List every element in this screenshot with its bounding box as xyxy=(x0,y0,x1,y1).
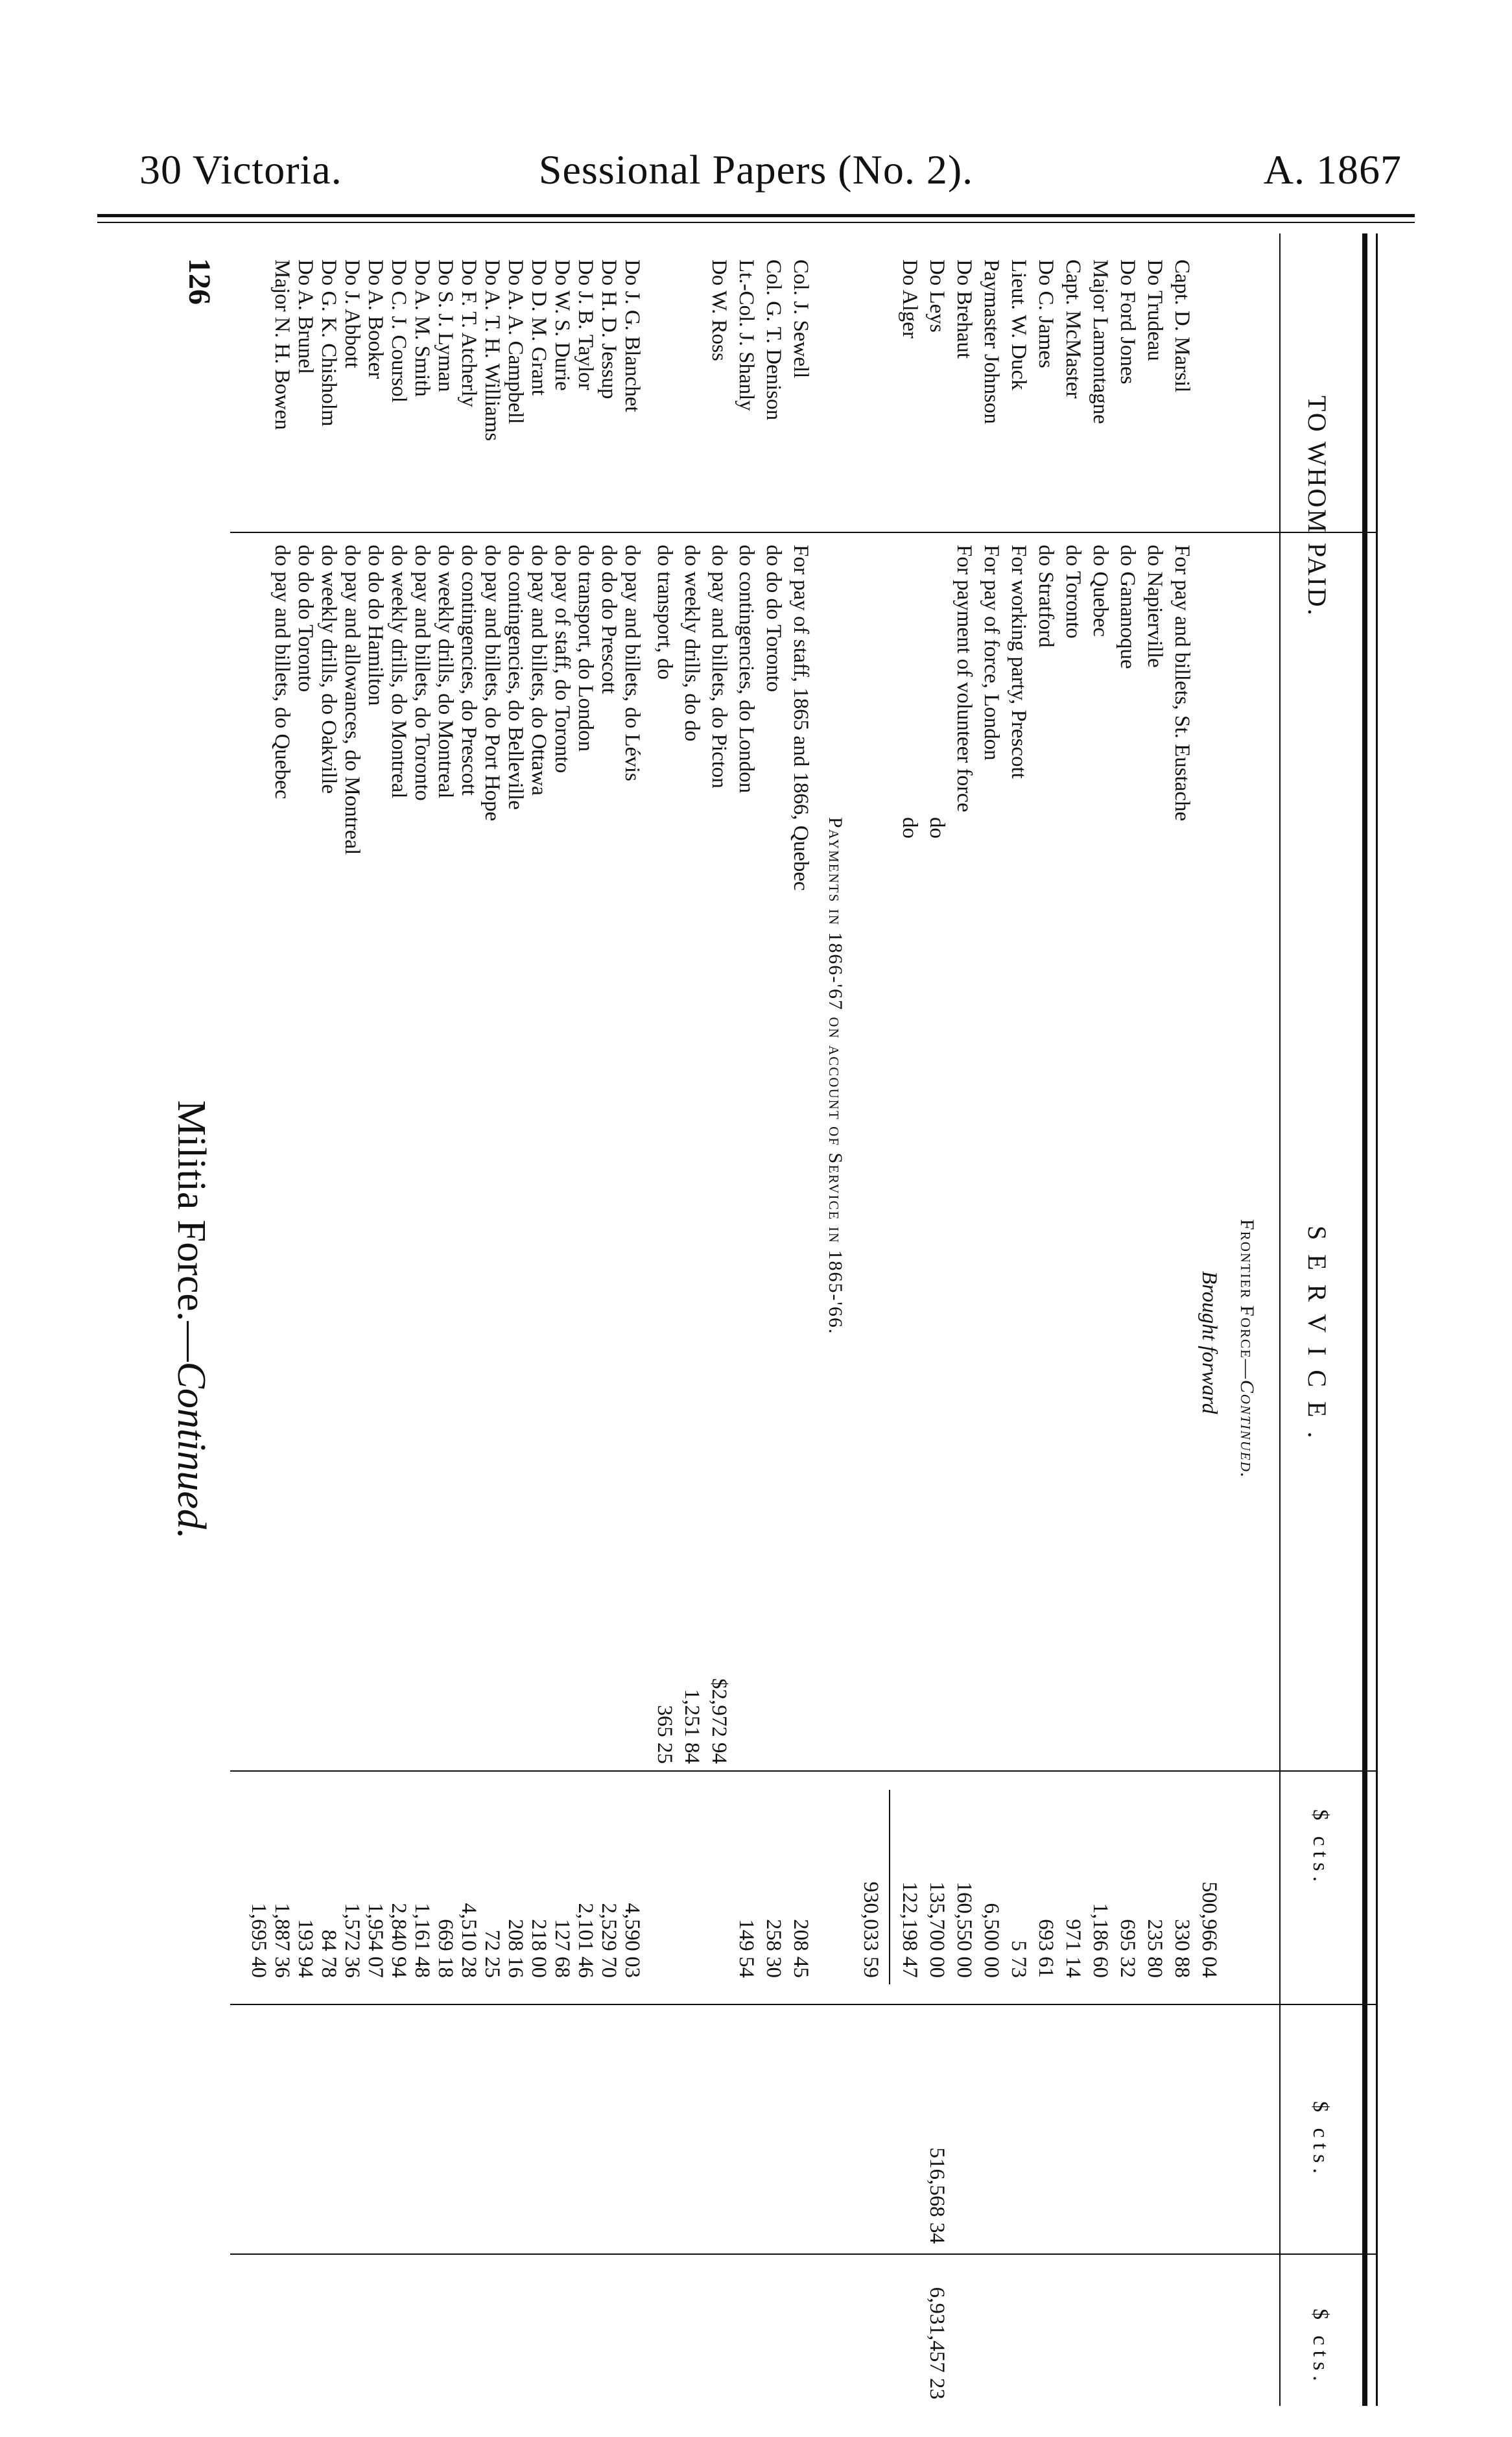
table-row xyxy=(679,233,705,2406)
payee: Do C. J. Coursol xyxy=(387,259,410,403)
table-row xyxy=(269,233,295,2406)
payee: Do Alger xyxy=(898,259,921,339)
subtotal-rule xyxy=(889,1790,890,1984)
payee: Do J. Abbott xyxy=(340,259,364,368)
service: do weekly drills, do do xyxy=(680,545,703,742)
service: do transport, do xyxy=(653,545,676,680)
payee: Do W. S. Durie xyxy=(550,259,574,391)
amount: 500,966 04 xyxy=(1198,1881,1221,1978)
payee: Do A. Booker xyxy=(364,259,387,379)
table-row xyxy=(339,233,365,2406)
payee: Capt. McMaster xyxy=(1061,259,1085,399)
table-row xyxy=(316,233,342,2406)
table-row xyxy=(502,233,528,2406)
column-head-dollars-1: $ cts. xyxy=(1308,1809,1332,1887)
payee: Do Leys xyxy=(925,259,949,333)
column-head-dollars-2: $ cts. xyxy=(1308,2101,1332,2179)
service: do pay and billets, do Quebec xyxy=(270,545,294,800)
payee: Paymaster Johnson xyxy=(980,259,1003,424)
amount: 2,840 94 xyxy=(387,1903,410,1978)
table-row xyxy=(706,233,732,2406)
page-title-main: Militia Force.— xyxy=(169,1100,213,1362)
amount: 258 30 xyxy=(762,1919,785,1978)
sub-amount: 365 25 xyxy=(653,1705,676,1764)
table-row xyxy=(292,233,318,2406)
payee: Do Trudeau xyxy=(1143,259,1166,361)
payee: Do C. James xyxy=(1034,259,1057,368)
subtotal-amount: 930,033 59 xyxy=(859,1881,882,1978)
service: do pay and billets, do Port Hope xyxy=(480,545,504,822)
rotated-table-page xyxy=(133,233,1378,2406)
page-number: 126 xyxy=(182,258,217,305)
service: do pay of staff, do Toronto xyxy=(550,545,574,774)
payee: Col. J. Sewell xyxy=(789,259,812,379)
service: do do do Hamilton xyxy=(364,545,387,706)
amount: 2,529 70 xyxy=(597,1903,620,1978)
table-row xyxy=(761,233,786,2406)
column-head-service: SERVICE. xyxy=(1303,1226,1332,1453)
table-row xyxy=(924,233,950,2406)
amount: 235 80 xyxy=(1143,1919,1166,1978)
total-col3: 6,931,457 23 xyxy=(925,2287,949,2399)
amount: 149 54 xyxy=(735,1919,758,1978)
table-row xyxy=(479,233,505,2406)
header-rule-thin xyxy=(97,222,1415,223)
service: do contingencies, do Prescott xyxy=(457,545,480,796)
table-row xyxy=(951,233,977,2406)
amount: 127 68 xyxy=(550,1919,574,1978)
payee: Do J. B. Taylor xyxy=(574,259,597,390)
subtotal-row xyxy=(858,233,884,2406)
payee: Do W. Ross xyxy=(707,259,731,361)
amount: 1,887 36 xyxy=(270,1903,294,1978)
header-rule xyxy=(97,214,1415,217)
payee: Lt.-Col. J. Shanly xyxy=(735,259,758,411)
amount: 693 61 xyxy=(1034,1919,1057,1978)
service: do Stratford xyxy=(1034,545,1057,648)
service: do do do Prescott xyxy=(597,545,620,695)
payee: Do Brehaut xyxy=(952,259,976,359)
amount: 5 73 xyxy=(1007,1940,1030,1978)
section-frontier-force xyxy=(1236,1219,1258,1479)
sub-amount: $2,972 94 xyxy=(707,1678,731,1764)
amount: 72 25 xyxy=(480,1929,504,1978)
payee: Do F. T. Atcherly xyxy=(457,259,480,408)
payee: Do A. M. Smith xyxy=(410,259,434,397)
amount: 971 14 xyxy=(1061,1919,1085,1978)
table-row xyxy=(1087,233,1113,2406)
service: do pay and billets, do Toronto xyxy=(410,545,434,801)
service: do pay and allowances, do Montreal xyxy=(340,545,364,855)
service: do pay and billets, do Picton xyxy=(707,545,731,789)
ledger-table xyxy=(230,233,1378,2406)
table-row xyxy=(788,233,814,2406)
service: For pay of force, London xyxy=(980,545,1003,761)
table-row xyxy=(1060,233,1086,2406)
amount: 1,161 48 xyxy=(410,1903,434,1978)
payee: Do A. T. H. Williams xyxy=(480,259,504,442)
table-row xyxy=(1033,233,1059,2406)
amount: 4,510 28 xyxy=(457,1903,480,1978)
table-top-rule xyxy=(1376,233,1378,2406)
table-row xyxy=(246,233,272,2406)
service: do transport, do London xyxy=(574,545,597,752)
payee: Lieut. W. Duck xyxy=(1007,259,1030,390)
amount: 1,695 40 xyxy=(247,1903,270,1978)
table-row xyxy=(1006,233,1032,2406)
section-frontier-cont: Continued. xyxy=(1236,1379,1258,1479)
table-row xyxy=(409,233,435,2406)
payee: Do J. G. Blanchet xyxy=(620,259,644,412)
service: do Quebec xyxy=(1089,545,1112,637)
total-col2: 516,568 34 xyxy=(925,2147,949,2244)
service: Brought forward xyxy=(1198,1271,1221,1414)
table-row xyxy=(978,233,1004,2406)
service: For working party, Prescott xyxy=(1007,545,1030,779)
table-row xyxy=(456,233,482,2406)
amount: 1,186 60 xyxy=(1089,1903,1112,1978)
service: do do do Toronto xyxy=(762,545,785,693)
amount: 160,550 00 xyxy=(952,1881,976,1978)
section-frontier-label: Frontier Force— xyxy=(1236,1219,1258,1380)
table-row xyxy=(619,233,645,2406)
payee: Major Lamontagne xyxy=(1089,259,1112,424)
payee: Capt. D. Marsil xyxy=(1170,259,1194,393)
amount: 208 45 xyxy=(789,1919,812,1978)
column-head-to-whom-paid: TO WHOM PAID. xyxy=(1303,396,1332,617)
payee: Do S. J. Lyman xyxy=(434,259,457,392)
payee: Major N. H. Bowen xyxy=(270,259,294,431)
table-row xyxy=(1169,233,1195,2406)
page-title xyxy=(168,233,214,2406)
page-title-cont: Continued. xyxy=(169,1361,213,1539)
table-row xyxy=(652,233,678,2406)
amount: 122,198 47 xyxy=(898,1881,921,1978)
amount: 1,954 07 xyxy=(364,1903,387,1978)
payee: Do A. A. Campbell xyxy=(504,259,527,424)
service: For pay of staff, 1865 and 1866, Quebec xyxy=(789,545,812,891)
service: do weekly drills, do Oakville xyxy=(317,545,340,794)
service: do xyxy=(925,817,949,838)
column-head-dollars-3: $ cts. xyxy=(1308,2309,1332,2386)
table-row xyxy=(386,233,412,2406)
service: do Toronto xyxy=(1061,545,1085,639)
service: do contingencies, do London xyxy=(735,545,758,794)
amount: 208 16 xyxy=(504,1919,527,1978)
amount: 1,572 36 xyxy=(340,1903,364,1978)
payee: Do G. K. Chisholm xyxy=(317,259,340,427)
amount: 6,500 00 xyxy=(980,1903,1003,1978)
table-top-rule-thick xyxy=(1362,233,1367,2406)
payee: Col. G. T. Denison xyxy=(762,259,785,421)
amount: 4,590 03 xyxy=(620,1903,644,1978)
table-row xyxy=(526,233,552,2406)
table-row xyxy=(549,233,575,2406)
table-row xyxy=(362,233,388,2406)
payee: Do Ford Jones xyxy=(1116,259,1139,385)
service: do weekly drills, do Montreal xyxy=(434,545,457,799)
amount: 84 78 xyxy=(317,1929,340,1978)
header-volume: 30 Victoria. xyxy=(139,147,342,193)
table-row xyxy=(432,233,458,2406)
service: do do do Toronto xyxy=(294,545,317,693)
table-row xyxy=(1142,233,1168,2406)
table-row xyxy=(573,233,598,2406)
amount: 330 88 xyxy=(1170,1919,1194,1978)
amount: 193 94 xyxy=(294,1919,317,1978)
amount: 695 32 xyxy=(1116,1919,1139,1978)
service: For payment of volunteer force xyxy=(952,545,976,813)
amount: 135,700 00 xyxy=(925,1881,949,1978)
service: do contingencies, do Belleville xyxy=(504,545,527,810)
sub-amount: 1,251 84 xyxy=(680,1689,703,1764)
amount: 2,101 46 xyxy=(574,1903,597,1978)
service: do Gananoque xyxy=(1116,545,1139,669)
service: do Napierville xyxy=(1143,545,1166,668)
payee: Do A. Brunel xyxy=(294,259,317,374)
service: do weekly drills, do Montreal xyxy=(387,545,410,799)
section-payments: Payments in 1866-'67 on account of Service in 1865-'66. xyxy=(825,817,846,1335)
header-bottom-rule xyxy=(1279,233,1281,2406)
table-row xyxy=(1196,233,1222,2406)
table-row xyxy=(733,233,759,2406)
service: do pay and billets, do Ottawa xyxy=(527,545,550,796)
service: do xyxy=(898,817,921,838)
payee: Do H. D. Jessup xyxy=(597,259,620,399)
table-row xyxy=(596,233,622,2406)
header-year: A. 1867 xyxy=(1263,147,1402,193)
service: For pay and billets, St. Eustache xyxy=(1170,545,1194,822)
payee: Do D. M. Grant xyxy=(527,259,550,396)
amount: 218 00 xyxy=(527,1919,550,1978)
amount: 669 18 xyxy=(434,1919,457,1978)
table-row xyxy=(1115,233,1140,2406)
header-title: Sessional Papers (No. 2). xyxy=(538,147,974,193)
service: do pay and billets, do Lévis xyxy=(620,545,644,781)
table-row xyxy=(897,233,923,2406)
